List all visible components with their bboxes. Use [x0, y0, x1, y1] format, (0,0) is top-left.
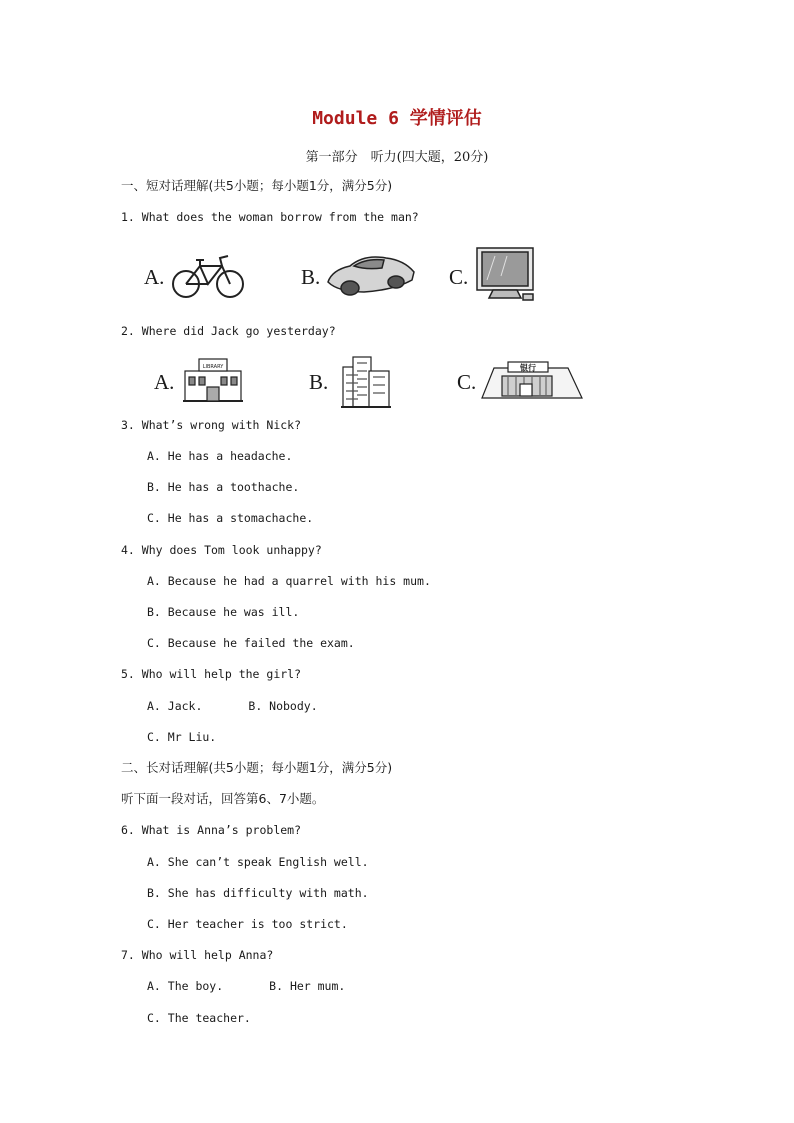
car-icon	[324, 250, 418, 300]
q4-option-c: C. Because he failed the exam.	[147, 636, 355, 650]
q3-option-b: B. He has a toothache.	[147, 480, 300, 494]
office-building-icon	[339, 353, 393, 409]
q7-text: 7. Who will help Anna?	[121, 948, 274, 962]
bank-icon	[480, 360, 584, 400]
page-title: Module 6 学情评估	[312, 108, 482, 129]
bicycle-icon	[170, 250, 246, 300]
library-icon	[179, 355, 247, 405]
q1-text: 1. What does the woman borrow from the man?	[121, 210, 419, 224]
q4-option-b: B. Because he was ill.	[147, 605, 300, 619]
q1-option-c: C.	[449, 265, 469, 289]
q3-text: 3. What’s wrong with Nick?	[121, 418, 302, 432]
q1-option-b: B.	[301, 265, 321, 289]
part-subtitle: 第一部分 听力(四大题，20分)	[305, 150, 489, 165]
q5-option-b: B. Nobody.	[248, 699, 318, 713]
q6-option-a: A. She can’t speak English well.	[147, 855, 369, 869]
monitor-icon	[473, 246, 537, 304]
q5-options-row	[147, 698, 318, 714]
q7-option-c: C. The teacher.	[147, 1011, 251, 1025]
section1-heading: 一、短对话理解(共5小题；每小题1分，满分5分)	[121, 178, 393, 193]
q6-option-b: B. She has difficulty with math.	[147, 886, 369, 900]
q2-text: 2. Where did Jack go yesterday?	[121, 324, 336, 338]
q1-option-a: A.	[144, 265, 165, 289]
section2-instruction: 听下面一段对话，回答第6、7小题。	[121, 791, 325, 806]
q5-option-a: A. Jack.	[147, 699, 203, 713]
q7-options-row	[147, 978, 345, 994]
q5-text: 5. Who will help the girl?	[121, 667, 302, 681]
q4-text: 4. Why does Tom look unhappy?	[121, 543, 322, 557]
q4-option-a: A. Because he had a quarrel with his mum.	[147, 574, 431, 588]
q5-option-c: C. Mr Liu.	[147, 730, 217, 744]
q7-option-a: A. The boy.	[147, 979, 224, 993]
library-sign: LIBRARY	[202, 364, 224, 370]
q7-option-b: B. Her mum.	[269, 979, 346, 993]
q6-option-c: C. Her teacher is too strict.	[147, 917, 348, 931]
bank-sign: 银行	[520, 363, 536, 373]
q2-option-c: C.	[457, 370, 477, 394]
q2-option-a: A.	[154, 370, 175, 394]
q3-option-a: A. He has a headache.	[147, 449, 293, 463]
q2-option-b: B.	[309, 370, 329, 394]
q6-text: 6. What is Anna’s problem?	[121, 823, 302, 837]
section2-heading: 二、长对话理解(共5小题；每小题1分，满分5分)	[121, 760, 393, 775]
q3-option-c: C. He has a stomachache.	[147, 511, 314, 525]
